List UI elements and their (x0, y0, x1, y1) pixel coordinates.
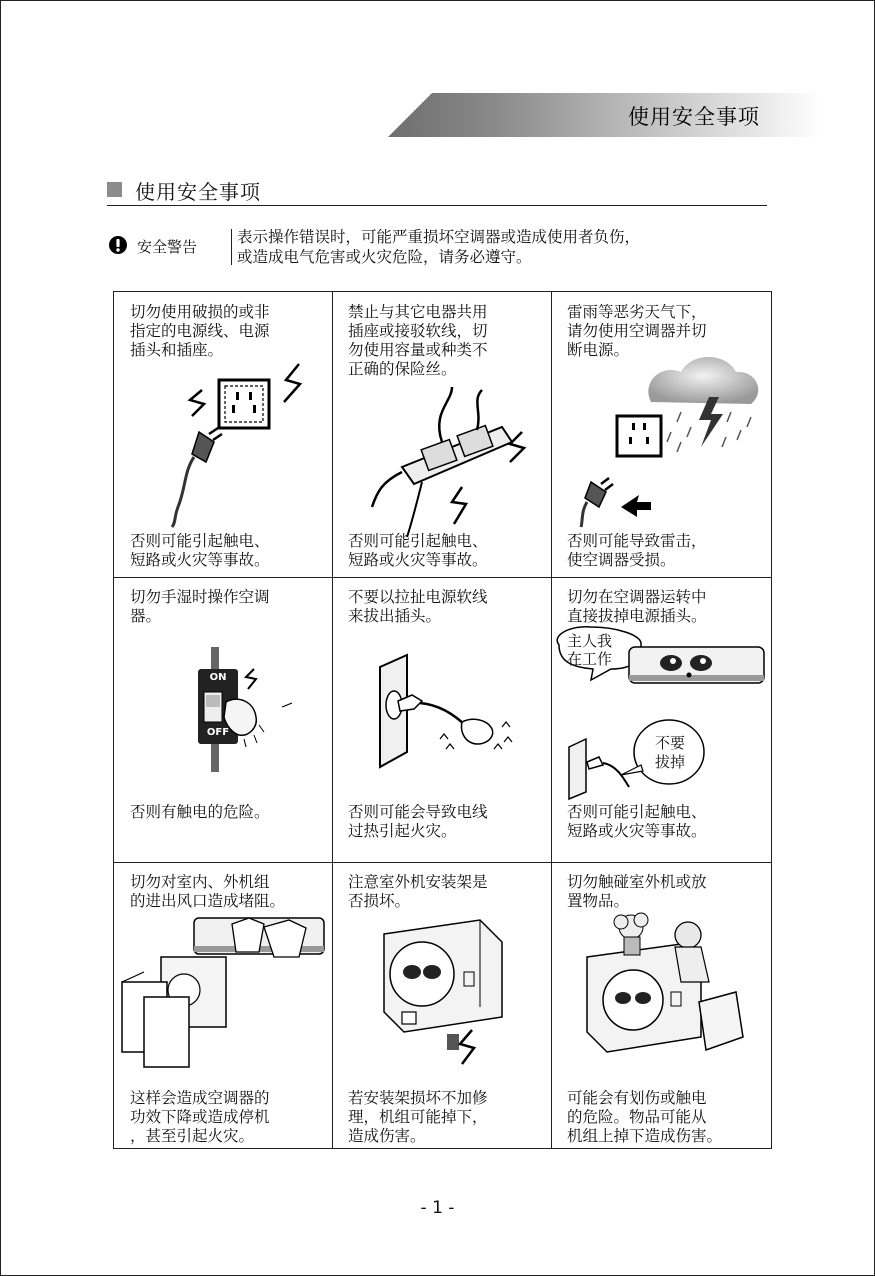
cell-consequence: 否则可能导致雷击， 使空调器受损。 (567, 532, 707, 569)
warning-icon (108, 235, 128, 255)
safety-cell-thunderstorm (551, 292, 771, 577)
cell-instruction: 雷雨等恶劣天气下， 请勿使用空调器并切 断电源。 (567, 303, 707, 359)
cell-consequence: 否则可能会导致电线 过热引起火灾。 (348, 803, 488, 840)
safety-cell-blocked-vents (114, 862, 332, 1148)
safety-cell-damaged-cord (114, 292, 332, 577)
cell-instruction: 禁止与其它电器共用 插座或接驳软线，切 勿使用容量或种类不 正确的保险丝。 (348, 303, 488, 378)
cell-consequence: 否则可能引起触电、 短路或火灾等事故。 (130, 532, 270, 569)
page-header-title: 使用安全事项 (628, 105, 760, 129)
page-number: - 1 - (420, 1198, 455, 1218)
warning-label: 安全警告 (137, 238, 198, 256)
section-marker (107, 182, 122, 197)
cell-consequence: 这样会造成空调器的 功效下降或造成停机 ，甚至引起火灾。 (130, 1089, 270, 1145)
safety-cell-no-climbing (551, 862, 771, 1148)
switch-off-label: OFF (206, 727, 230, 738)
cell-instruction: 切勿触碰室外机或放 置物品。 (567, 873, 707, 910)
bubble-line: 拔掉 (654, 753, 685, 771)
bubble-line: 不要 (654, 734, 685, 752)
cell-instruction: 不要以拉扯电源软线 来拔出插头。 (348, 588, 488, 625)
safety-cell-bracket-damage (332, 862, 551, 1148)
warning-text (237, 227, 640, 267)
section-title: 使用安全事项 (135, 180, 261, 204)
cell-instruction: 注意室外机安装架是 否损坏。 (348, 873, 488, 910)
cell-instruction: 切勿在空调器运转中 直接拔掉电源插头。 (567, 588, 707, 625)
warning-separator (231, 229, 232, 265)
cell-consequence: 否则有触电的危险。 (130, 803, 270, 821)
warning-line-1: 表示操作错误时，可能严重损坏空调器或造成使用者负伤， (237, 228, 641, 246)
safety-cell-wet-hands (114, 577, 332, 862)
warning-line-2: 或造成电气危害或火灾危险，请务必遵守。 (237, 248, 532, 266)
switch-on-label: ON (209, 672, 227, 683)
cell-consequence: 若安装架损坏不加修 理，机组可能掉下， 造成伤害。 (348, 1089, 488, 1145)
cell-instruction: 切勿对室内、外机组 的进出风口造成堵阻。 (130, 873, 286, 910)
cell-consequence: 否则可能引起触电、 短路或火灾等事故。 (348, 532, 488, 569)
section-divider (107, 205, 767, 206)
plug-speech-bubble (652, 734, 688, 772)
safety-cell-pull-cord (332, 577, 551, 862)
ac-speech-bubble (567, 632, 612, 668)
cell-consequence: 否则可能引起触电、 短路或火灾等事故。 (567, 803, 707, 840)
cell-instruction: 切勿使用破损的或非 指定的电源线、电源 插头和插座。 (130, 303, 270, 359)
bubble-line: 在工作 (567, 650, 613, 668)
cell-instruction: 切勿手湿时操作空调 器。 (130, 588, 270, 625)
cell-consequence: 可能会有划伤或触电 的危险。物品可能从 机组上掉下造成伤害。 (567, 1089, 723, 1145)
safety-grid (113, 291, 772, 1149)
bubble-line: 主人我 (567, 632, 613, 650)
safety-cell-unplug-running (551, 577, 771, 862)
safety-cell-shared-outlet (332, 292, 551, 577)
